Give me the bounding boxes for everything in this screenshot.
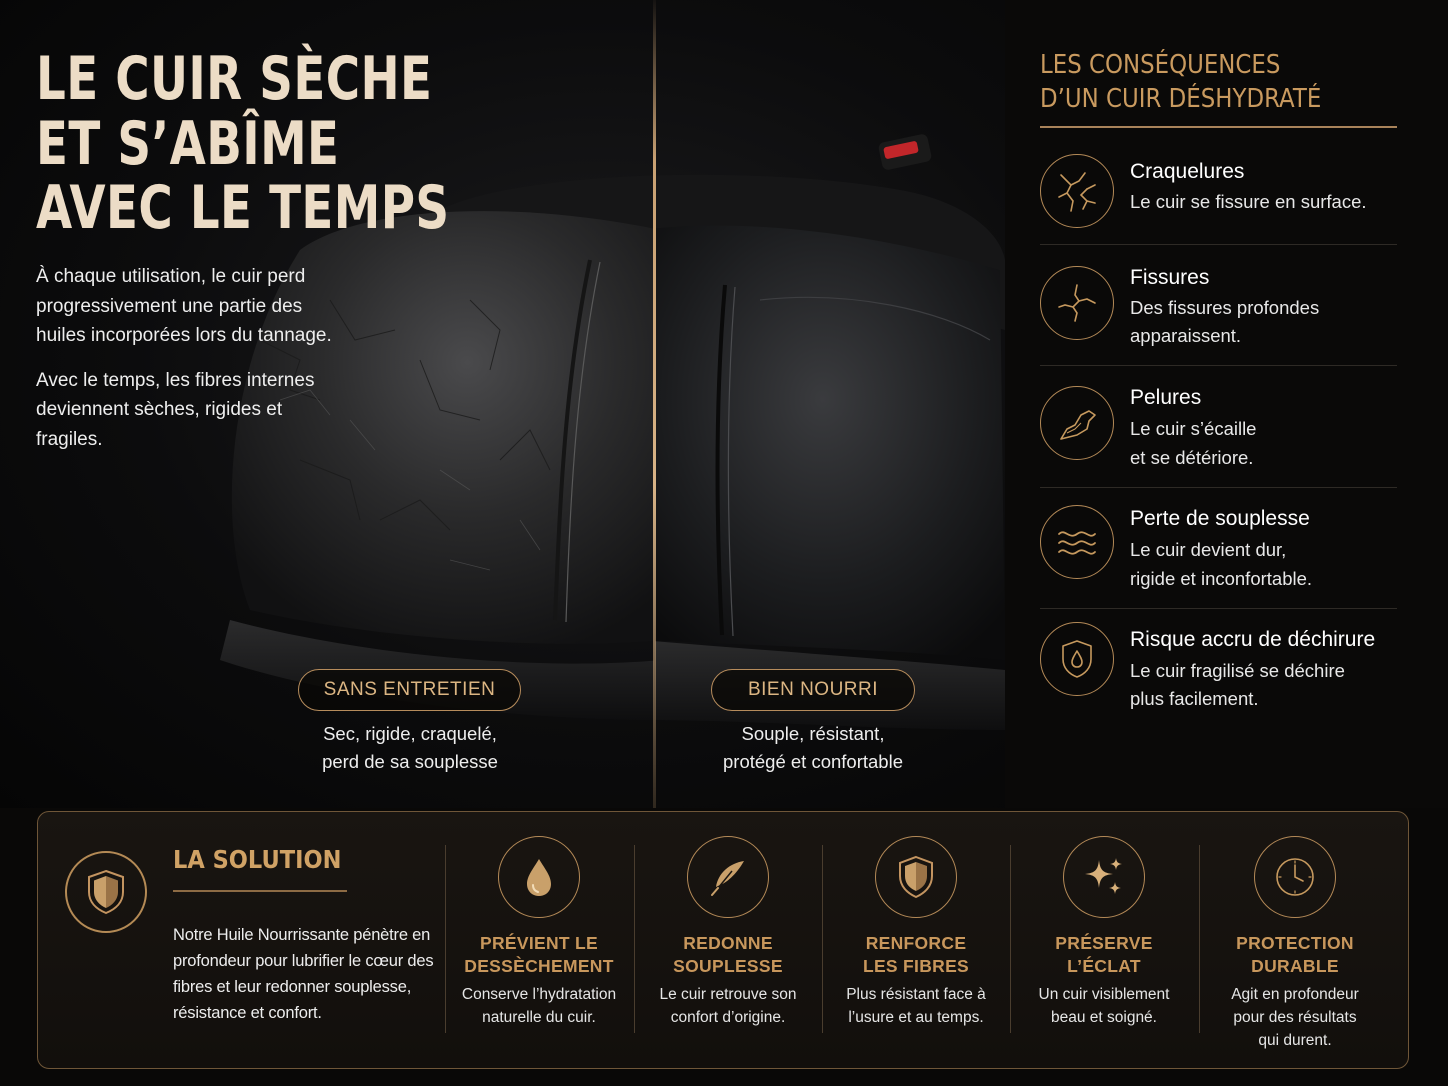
caption-left-line-2: perd de sa souplesse <box>322 750 498 772</box>
separator <box>1199 845 1200 1033</box>
consequence-desc-line-2: et se détériore. <box>1130 447 1254 468</box>
consequence-desc-line-1: Le cuir fragilisé se déchire <box>1130 660 1345 681</box>
consequence-desc-line-2: rigide et inconfortable. <box>1130 568 1313 589</box>
consequence-title: Pelures <box>1130 386 1202 409</box>
consequence-title: Perte de souplesse <box>1130 507 1310 530</box>
benefit-preserve-eclat <box>1011 836 1197 1029</box>
benefit-title: RENFORCE LES FIBRES <box>862 933 970 976</box>
separator <box>1040 608 1397 609</box>
benefit-desc: Agit en profondeur pour des résultats qui durent. <box>1231 986 1359 1049</box>
consequences-title <box>1040 48 1360 116</box>
consequence-desc-line-1: Des fissures profondes <box>1130 297 1320 318</box>
benefit-redonne-souplesse <box>635 836 821 1029</box>
solution-title-rule <box>173 890 347 892</box>
benefit-title: REDONNE SOUPLESSE <box>673 933 783 976</box>
clock-icon <box>1254 836 1336 918</box>
benefit-protection-durable <box>1202 836 1388 1052</box>
shield-drop-icon <box>1040 622 1114 696</box>
oil-drop-icon <box>498 836 580 918</box>
consequence-desc: Le cuir se fissure en surface. <box>1130 191 1367 212</box>
benefit-desc: Conserve l’hydratation naturelle du cuir. <box>461 986 617 1026</box>
solution-title-text: LA SOLUTION <box>173 845 342 874</box>
headline-line-3: AVEC LE TEMPS <box>36 173 450 243</box>
caption-sans-entretien <box>280 720 540 775</box>
intro-paragraph-1: À chaque utilisation, le cuir perd progressivement une partie des huiles incorporées lors du tannage. <box>36 266 332 346</box>
benefit-desc: Le cuir retrouve son confort d’origine. <box>659 986 797 1026</box>
shield-icon <box>65 851 147 933</box>
benefit-previent-dessechement <box>446 836 632 1029</box>
waves-icon <box>1040 505 1114 579</box>
intro-paragraph-2: Avec le temps, les fibres internes deviennent sèches, rigides et fragiles. <box>36 369 315 450</box>
consequence-desc-line-2: apparaissent. <box>1130 325 1242 346</box>
caption-bien-nourri <box>683 720 943 775</box>
page-headline <box>36 44 566 243</box>
benefit-desc: Plus résistant face à l’usure et au temps. <box>846 986 986 1026</box>
feather-icon <box>687 836 769 918</box>
consequence-title: Risque accru de déchirure <box>1130 628 1376 651</box>
peeling-icon <box>1040 386 1114 460</box>
consequences-title-line-1: LES CONSÉQUENCES <box>1040 50 1281 80</box>
benefit-title: PROTECTION DURABLE <box>1236 933 1354 976</box>
fissure-icon <box>1040 266 1114 340</box>
shield-icon <box>875 836 957 918</box>
solution-title <box>173 845 360 874</box>
benefit-title: PRÉSERVE L’ÉCLAT <box>1055 933 1153 976</box>
intro-text <box>36 262 336 469</box>
solution-text: Notre Huile Nourrissante pénètre en profondeur pour lubrifier le cœur des fibres et leur redonner souplesse, résistance et confort. <box>173 926 434 1022</box>
consequence-title: Fissures <box>1130 266 1210 289</box>
headline-line-1: LE CUIR SÈCHE <box>36 44 433 114</box>
separator <box>1040 487 1397 488</box>
separator <box>1040 244 1397 245</box>
consequences-panel <box>1005 0 1448 808</box>
caption-right-line-1: Souple, résistant, <box>741 723 885 744</box>
caption-right-line-2: protégé et confortable <box>723 750 903 772</box>
caption-left-line-1: Sec, rigide, craquelé, <box>323 723 497 744</box>
comparison-divider <box>653 0 656 808</box>
consequences-title-rule <box>1040 126 1397 128</box>
consequence-title: Craquelures <box>1130 160 1245 183</box>
benefit-title: PRÉVIENT LE DESSÈCHEMENT <box>464 933 614 976</box>
benefit-desc: Un cuir visiblement beau et soigné. <box>1038 986 1170 1026</box>
cracks-icon <box>1040 154 1114 228</box>
consequence-desc-line-1: Le cuir devient dur, <box>1130 539 1287 560</box>
headline-line-2: ET S’ABÎME <box>36 109 340 179</box>
separator <box>1040 365 1397 366</box>
sparkle-icon <box>1063 836 1145 918</box>
consequence-desc-line-2: plus facilement. <box>1130 688 1259 709</box>
benefit-renforce-fibres <box>823 836 1009 1029</box>
label-bien-nourri: BIEN NOURRI <box>711 669 915 711</box>
consequence-desc-line-1: Le cuir s’écaille <box>1130 418 1257 439</box>
label-sans-entretien: SANS ENTRETIEN <box>298 669 521 711</box>
consequences-title-line-2: D’UN CUIR DÉSHYDRATÉ <box>1040 84 1322 114</box>
